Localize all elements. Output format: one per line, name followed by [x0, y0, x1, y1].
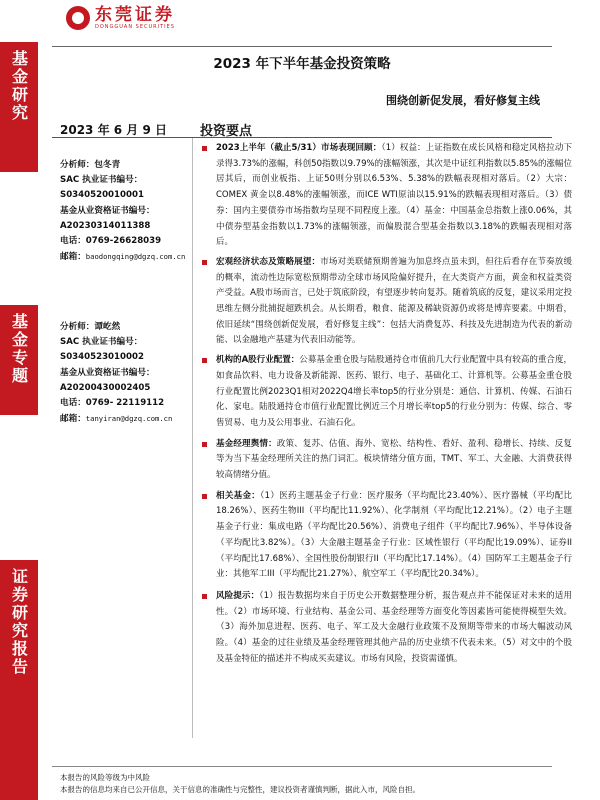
- report-subtitle: 围绕创新促发展，看好修复主线: [386, 94, 540, 107]
- bullet-icon: [202, 442, 207, 447]
- point-text: （1）医药主题基金子行业：医疗服务（平均配比23.40%）、医疗器械（平均配比18.26%）、医药生物III（平均配比11.92%）、化学制剂（平均配比12.21%）。（2）电子主题基金子行业：集成电路（平均配比20.56%）、消费电子组件（平均配比7.96%）、半导体设备（平均配比3.82%）。（3）大金融主题基金子行业：区域性银行（平均配比19.09%）、证券II（平均配比17.68%）、全国性股份制银行II（平均配比17.14%）。（4）国防军工主题基金子行业：其他军工III（平均配比21.27%）、航空军工（平均配比20.34%）。: [216, 490, 572, 580]
- phone-number: 0769-26628039: [85, 236, 162, 247]
- analyst-card: [60, 158, 185, 265]
- key-point-related-funds: [200, 489, 572, 583]
- key-point-industry-allocation: [200, 353, 572, 432]
- sidebar-label: 证券研究报告: [9, 568, 29, 676]
- logo-icon: [66, 6, 90, 30]
- email-label: 邮箱：: [60, 252, 86, 263]
- brand-logo: [66, 6, 175, 30]
- sac-label: SAC 执业证书编号：: [60, 175, 143, 186]
- point-text: （1）权益：上证指数在成长风格和稳定风格拉动下录得3.73%的涨幅，科创50指数以9.79%的涨幅领涨，其次是中证红利指数以5.85%的涨幅位居其后，而创业板指、上证50则分别以6.53%、5.38%的跌幅表现相对落后。（2）大宗：COMEX 黄金以8.48%的涨幅领涨，而ICE WTI原油以15.91%的跌幅表现相对落后。（3）债券：国内主要债券市场指数均呈现不同程度上涨。（4）基金：中国基金总指数上涨0.06%，其中债券型基金指数以1.73%的涨幅领涨，而偏股混合型基金指数以3.18%的跌幅表现相对落后。: [216, 143, 572, 248]
- risk-level-note: 本报告的风险等级为中风险: [60, 773, 150, 782]
- fund-license-number: A20230314011388: [60, 220, 151, 231]
- fund-license-number: A20200430002405: [60, 382, 151, 393]
- sidebar-label: 基金专题: [9, 313, 29, 385]
- sidebar-label: 基金研究: [9, 50, 29, 122]
- report-title: 2023 年下半年基金投资策略: [213, 56, 391, 72]
- analyst-name-label: 分析师：: [60, 160, 95, 170]
- analyst-card: [60, 320, 185, 427]
- point-text: 政策、复苏、估值、海外、宽松、结构性、看好、盈利、稳增长、持续、反复等为当下基金经理所关注的热门词汇。板块情绪分值方面，TMT、军工、大金融、大消费获得较高情绪分值。: [216, 438, 572, 481]
- header-divider: [52, 46, 552, 47]
- key-point-market-review: [200, 141, 572, 251]
- sac-label: SAC 执业证书编号：: [60, 337, 143, 348]
- sidebar-tag-securities-report: [0, 560, 38, 800]
- phone-label: 电话：: [60, 398, 86, 409]
- key-point-risk-warning: [200, 589, 572, 668]
- bullet-icon: [202, 594, 207, 599]
- brand-name-en: DONGGUAN SECURITIES: [95, 24, 175, 30]
- phone-number: 0769- 22119112: [85, 398, 165, 409]
- sidebar-tag-fund-topic: [0, 305, 38, 415]
- point-text: 公募基金重仓股与陆股通持仓市值前几大行业配置中具有较高的重合度，如食品饮料、电力设备及新能源、医药、银行、电子、基础化工、计算机等。公募基金重仓股行业配置比例2023Q1相对2022Q4增长率top5的行业分别是：通信、计算机、传媒、石油石化、家电。陆股通持仓市值行业配置比例近三个月增长率top5的行业分别为：传媒、综合、零售贸易、电力及公用事业、石油石化。: [216, 355, 572, 428]
- column-divider: [192, 138, 193, 738]
- bullet-icon: [202, 260, 207, 265]
- report-date: 2023 年 6 月 9 日: [60, 123, 167, 137]
- key-points: [200, 140, 572, 668]
- analyst-name: 包冬青: [94, 160, 121, 170]
- bullet-icon: [202, 358, 207, 363]
- fund-license-label: 基金从业资格证书编号：: [60, 367, 155, 378]
- point-heading: 相关基金：: [216, 490, 261, 501]
- brand-name-cn: 东莞证券: [95, 5, 175, 25]
- disclaimer-note: 本报告的信息均来自已公开信息，关于信息的准确性与完整性，建议投资者谨慎判断，据此入市，风险自担。: [60, 785, 420, 794]
- sidebar-tag-fund-research: [0, 42, 38, 172]
- analyst-name: 谭屹然: [94, 322, 121, 332]
- bullet-icon: [202, 494, 207, 499]
- sac-number: S0340523010002: [60, 352, 144, 363]
- email-link[interactable]: tanyiran@dgzq.com.cn: [85, 414, 173, 424]
- footer-divider: [52, 766, 552, 767]
- phone-label: 电话：: [60, 236, 86, 247]
- key-point-macro-outlook: [200, 255, 572, 349]
- section-heading: 投资要点: [200, 124, 253, 139]
- key-point-manager-sentiment: [200, 437, 572, 484]
- email-link[interactable]: baodongqing@dgzq.com.cn: [85, 252, 186, 262]
- fund-license-label: 基金从业资格证书编号：: [60, 205, 155, 216]
- point-heading: 宏观经济状态及策略展望：: [216, 256, 321, 267]
- sac-number: S0340520010001: [60, 190, 144, 201]
- footer: [60, 772, 420, 796]
- point-heading: 机构的A股行业配置：: [216, 355, 300, 366]
- analyst-name-label: 分析师：: [60, 322, 95, 332]
- bullet-icon: [202, 146, 207, 151]
- section-divider: [52, 137, 552, 138]
- point-heading: 风险提示：: [216, 590, 260, 601]
- point-heading: 2023上半年（截止5/31）市场表现回顾：: [216, 143, 382, 153]
- point-text: （1）报告数据均来自于历史公开数据整理分析，报告观点并不能保证对未来的适用性。（2）市场环境、行业结构、基金公司、基金经理等方面变化等因素皆可能使得模型失效。（3）海外加息进程、医药、电子、军工及大金融行业政策不及预期等带来的市场大幅波动风险。（4）基金的过往业绩及基金经理管理其他产品的历史业绩不代表未来。（5）对文中的个股及基金特征的描述并不构成买卖建议。市场有风险，投资需谨慎。: [216, 590, 572, 664]
- email-label: 邮箱：: [60, 414, 86, 425]
- point-text: 市场对美联储预期普遍为加息终点虽未到，但往后看存在节奏放缓的概率，流动性边际宽松预期带动全球市场风险偏好提升，在大类资产方面，黄金和权益类资产受益。A股市场而言，已处于筑底阶段，有望逐步转向复苏。随着筑底的反复，建议采用定投思维左侧分批捕捉超跌机会。从长期看，粮食、能源及稀缺资源仍或将是博弈要素。中期看，依旧延续“围绕创新促发展，看好修复主线”：包括大消费复苏、科技及先进制造为代表的新动能、以金融地产基建为代表旧动能等。: [216, 256, 572, 346]
- point-heading: 基金经理舆情：: [216, 438, 277, 449]
